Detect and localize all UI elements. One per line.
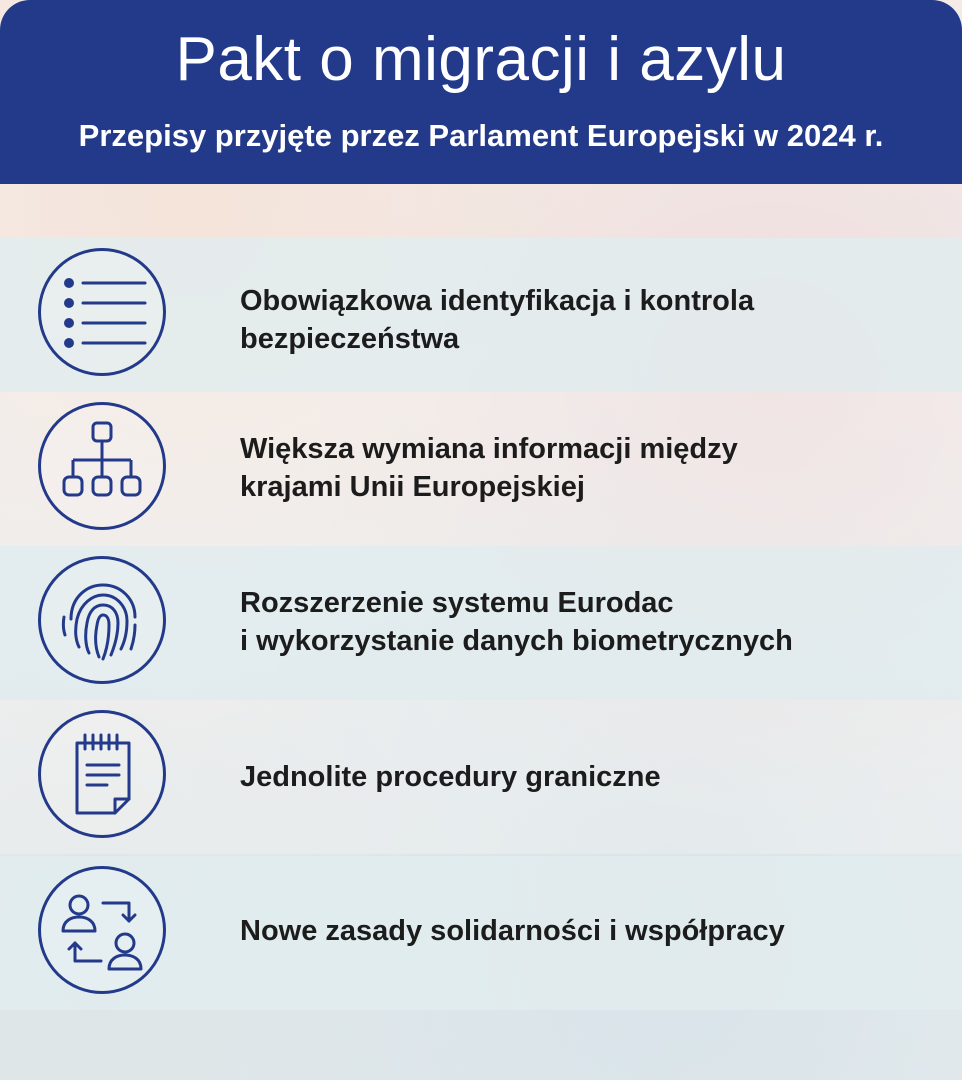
item-text-line-1: Większa wymiana informacji między (240, 433, 738, 465)
item-text-line-1: Nowe zasady solidarności i współpracy (240, 915, 785, 947)
item-text-line-2: bezpieczeństwa (240, 323, 460, 355)
notepad-icon (38, 710, 166, 838)
page-subtitle: Przepisy przyjęte przez Parlament Europejski w 2024 r. (78, 118, 884, 153)
list-icon (38, 248, 166, 376)
item-text (240, 430, 940, 506)
item-text-line-1: Jednolite procedury graniczne (240, 761, 661, 793)
item-text-line-2: i wykorzystanie danych biometrycznych (240, 625, 793, 657)
item-text-line-2: krajami Unii Europejskiej (240, 471, 585, 503)
list-item-border-procedures (0, 700, 962, 854)
header-banner (0, 0, 962, 184)
list-item-solidarity (0, 856, 962, 1010)
item-text (240, 282, 940, 358)
people-exchange-icon (38, 866, 166, 994)
list-item-information-exchange (0, 392, 962, 546)
network-hierarchy-icon (38, 402, 166, 530)
fingerprint-icon (38, 556, 166, 684)
item-text-line-1: Obowiązkowa identyfikacja i kontrola (240, 285, 755, 317)
page-title: Pakt o migracji i azylu (175, 25, 787, 94)
item-text-line-1: Rozszerzenie systemu Eurodac (240, 587, 674, 619)
item-text (240, 758, 940, 796)
list-item-identification (0, 238, 962, 392)
item-text (240, 584, 940, 660)
list-item-eurodac (0, 546, 962, 700)
item-text (240, 912, 940, 950)
